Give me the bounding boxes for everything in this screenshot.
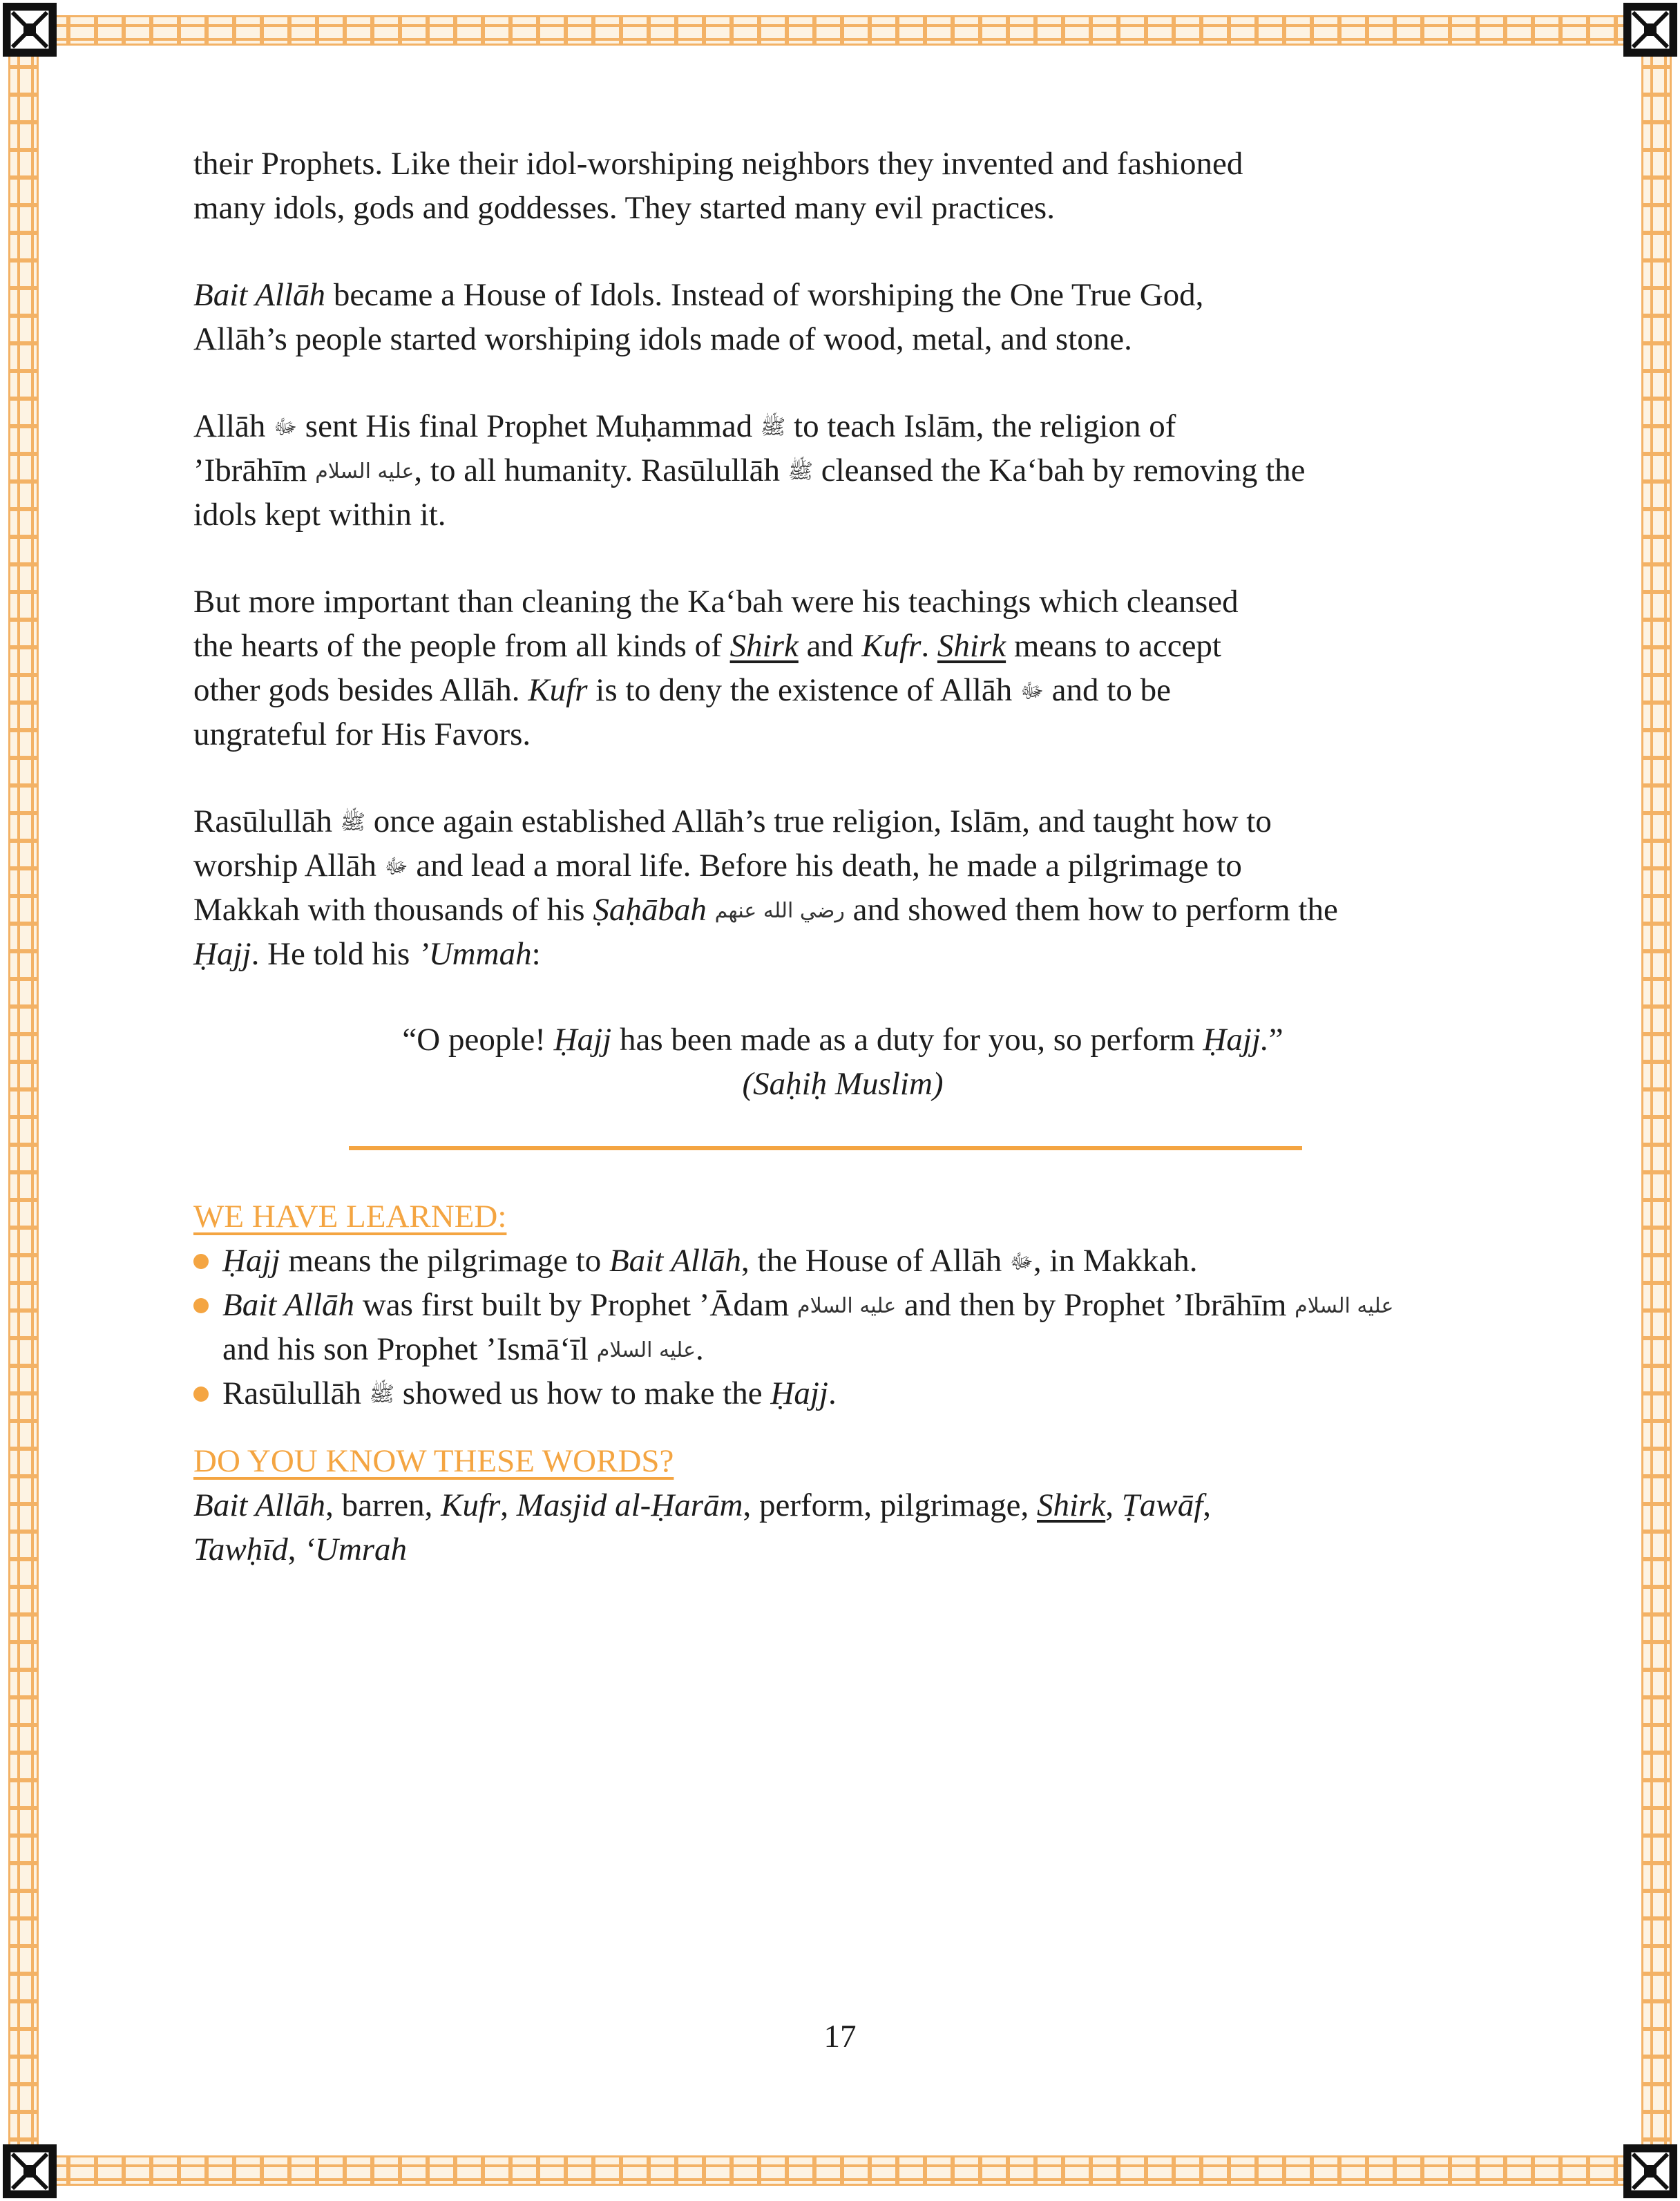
salallahu-honorific-icon: ﷺ (761, 415, 786, 439)
alayhis-salam-honorific-icon: عليه السلام (1295, 1294, 1394, 1318)
corner-ornament-bottom-left (3, 2144, 57, 2198)
vocabulary-list: Bait Allāh, barren, Kufr, Masjid al-Ḥarām, perform, pilgrimage, Shirk, Ṭawāf, Tawḥīd, ‘Umrah (193, 1487, 1211, 1568)
learned-list (193, 1239, 1492, 1416)
radiyallahu-honorific-icon: رضي الله عنهم (714, 899, 845, 923)
left-border (8, 54, 39, 2147)
paragraph-5: Rasūlullāh ﷺ once again established Allāh’s true religion, Islām, and taught how to worship Allāh ﷻ and lead a moral life. Before his death, he made a pilgrimage to Makkah with thousands of his Ṣaḥābah رضي الله عنهم and showed them how to perform the Ḥajj. He told his ’Ummah: (193, 803, 1338, 972)
bullet-icon (193, 1298, 209, 1313)
bullet-icon (193, 1387, 209, 1402)
bottom-border (54, 2155, 1626, 2186)
paragraph-1: their Prophets. Like their idol-worshiping neighbors they invented and fashioned many idols, gods and goddesses. They started many evil practices. (193, 146, 1243, 226)
subhanahu-honorific-icon: ﷻ (1010, 1250, 1033, 1274)
quote-text: “O people! Ḥajj has been made as a duty for you, so perform Ḥajj.” (402, 1022, 1283, 1058)
salallahu-honorific-icon: ﷺ (340, 810, 366, 835)
alayhis-salam-honorific-icon: عليه السلام (596, 1338, 696, 1362)
subhanahu-honorific-icon: ﷻ (274, 415, 298, 439)
right-border (1641, 54, 1672, 2147)
corner-ornament-top-right (1623, 3, 1677, 57)
alayhis-salam-honorific-icon: عليه السلام (315, 459, 414, 484)
corner-ornament-top-left (3, 3, 57, 57)
section-divider (349, 1146, 1302, 1150)
page-content (193, 142, 1492, 1572)
quote-source: (Saḥiḥ Muslim) (742, 1066, 944, 1102)
list-item: Rasūlullāh ﷺ showed us how to make the Ḥajj. (193, 1371, 1492, 1416)
paragraph-2: Bait Allāh became a House of Idols. Instead of worshiping the One True God, Allāh’s people started worshiping idols made of wood, metal, and stone. (193, 277, 1204, 357)
alayhis-salam-honorific-icon: عليه السلام (797, 1294, 897, 1318)
list-item: Bait Allāh was first built by Prophet ’Ādam عليه السلام and then by Prophet ’Ibrāhīm عليه السلام and his son Prophet ’Ismā‘īl عليه السلام. (193, 1283, 1492, 1371)
hadith-quote (193, 1018, 1492, 1106)
subhanahu-honorific-icon: ﷻ (1020, 679, 1044, 703)
vocabulary-heading: DO YOU KNOW THESE WORDS? (193, 1443, 674, 1479)
salallahu-honorific-icon: ﷺ (369, 1382, 395, 1407)
corner-ornament-bottom-right (1623, 2144, 1677, 2198)
paragraph-4: But more important than cleaning the Ka‘bah were his teachings which cleansed the hearts of the people from all kinds of Shirk and Kufr. Shirk means to accept other gods besides Allāh. Kufr is to deny the existence of Allāh ﷻ and to be ungrateful for His Favors. (193, 584, 1239, 752)
we-have-learned-heading: WE HAVE LEARNED: (193, 1199, 507, 1235)
subhanahu-honorific-icon: ﷻ (384, 855, 408, 879)
salallahu-honorific-icon: ﷺ (788, 459, 813, 484)
bullet-icon (193, 1254, 209, 1269)
list-item: Ḥajj means the pilgrimage to Bait Allāh, the House of Allāh ﷻ, in Makkah. (193, 1239, 1492, 1283)
top-border (54, 15, 1626, 46)
paragraph-3: Allāh ﷻ sent His final Prophet Muḥammad ﷺ to teach Islām, the religion of ’Ibrāhīm عليه السلام, to all humanity. Rasūlullāh ﷺ cleansed the Ka‘bah by removing the idols kept within it. (193, 408, 1306, 533)
page-number: 17 (823, 2019, 857, 2055)
